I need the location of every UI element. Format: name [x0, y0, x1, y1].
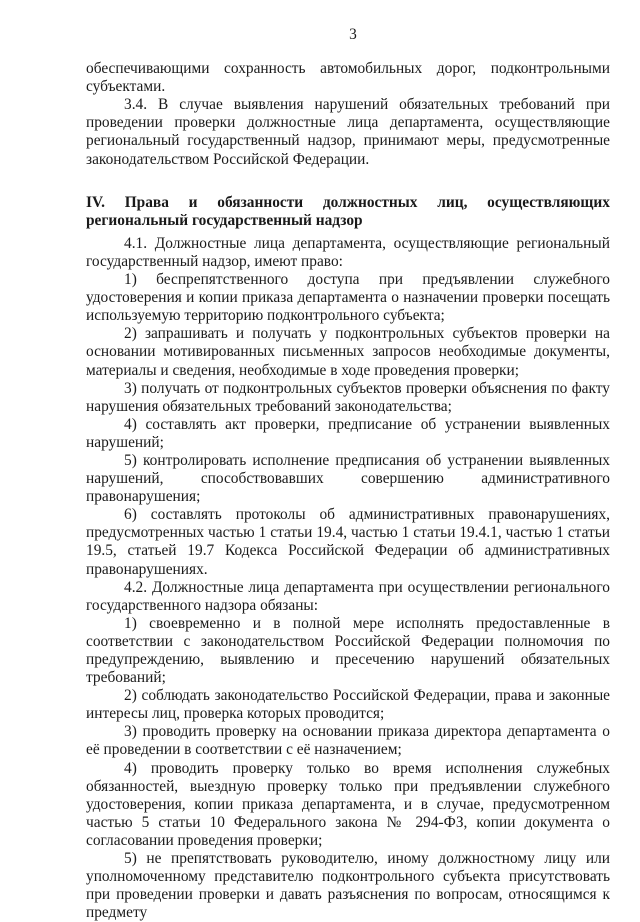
page-number: 3: [349, 26, 357, 43]
list-item-4-1-1: 1) беспрепятственного доступа при предъявлении служебного удостоверения и копии приказа департамента о назначении проверки посещать используемую территорию подконтрольного субъекта;: [86, 271, 610, 325]
list-item-4-1-6: 6) составлять протоколы об административных правонарушениях, предусмотренных частью 1 статьи 19.4, частью 1 статьи 19.4.1, частью 1 статьи 19.5, статьей 19.7 Кодекса Российской Федерации об административных правонарушениях.: [86, 506, 610, 578]
list-item-4-2-5: 5) не препятствовать руководителю, иному должностному лицу или уполномоченному представителю подконтрольного субъекта присутствовать при проведении проверки и давать разъяснения по вопросам, относящимся к предмету: [86, 850, 610, 922]
section-heading: IV. Права и обязанности должностных лиц, осуществляющих региональный государственный надзор: [86, 193, 610, 229]
list-item-4-1-5: 5) контролировать исполнение предписания об устранении выявленных нарушений, способствовавших совершению административного правонарушения;: [86, 451, 610, 506]
paragraph-3-4: 3.4. В случае выявления нарушений обязательных требований при проведении проверки должностные лица департамента, осуществляющие региональный государственный надзор, принимают меры, предусмотренные законодательством Российской Федерации.: [86, 96, 610, 168]
list-item-4-2-3: 3) проводить проверку на основании приказа директора департамента о её проведении в соответствии с её назначением;: [86, 723, 610, 759]
list-item-4-2-4: 4) проводить проверку только во время исполнения служебных обязанностей, выездную проверку только при предъявлении служебного удостоверения, копии приказа департамента, и в случае, предусмотренном частью 5 статьи 10 Федерального закона № 294-ФЗ, копии документа о согласовании проведения проверки;: [86, 759, 610, 849]
list-item-4-2-1: 1) своевременно и в полной мере исполнять предоставленные в соответствии с законодательством Российской Федерации полномочия по предупреждению, выявлению и пресечению нарушений обязательных требований;: [86, 614, 610, 687]
list-item-4-1-4: 4) составлять акт проверки, предписание об устранении выявленных нарушений;: [86, 415, 610, 451]
list-item-4-2-2: 2) соблюдать законодательство Российской Федерации, права и законные интересы лиц, проверка которых проводится;: [86, 687, 610, 723]
paragraph-4-2: 4.2. Должностные лица департамента при осуществлении регионального государственного надзора обязаны:: [86, 578, 610, 614]
list-item-4-1-3: 3) получать от подконтрольных субъектов проверки объяснения по факту нарушения обязательных требований законодательства;: [86, 379, 610, 415]
paragraph-4-1: 4.1. Должностные лица департамента, осуществляющие региональный государственный надзор, имеют право:: [86, 234, 610, 270]
paragraph-continuation: обеспечивающими сохранность автомобильных дорог, подконтрольными субъектами.: [86, 60, 610, 96]
list-item-4-1-2: 2) запрашивать и получать у подконтрольных субъектов проверки на основании мотивированных письменных запросов необходимые документы, материалы и сведения, необходимые в ходе проведения проверки;: [86, 325, 610, 379]
